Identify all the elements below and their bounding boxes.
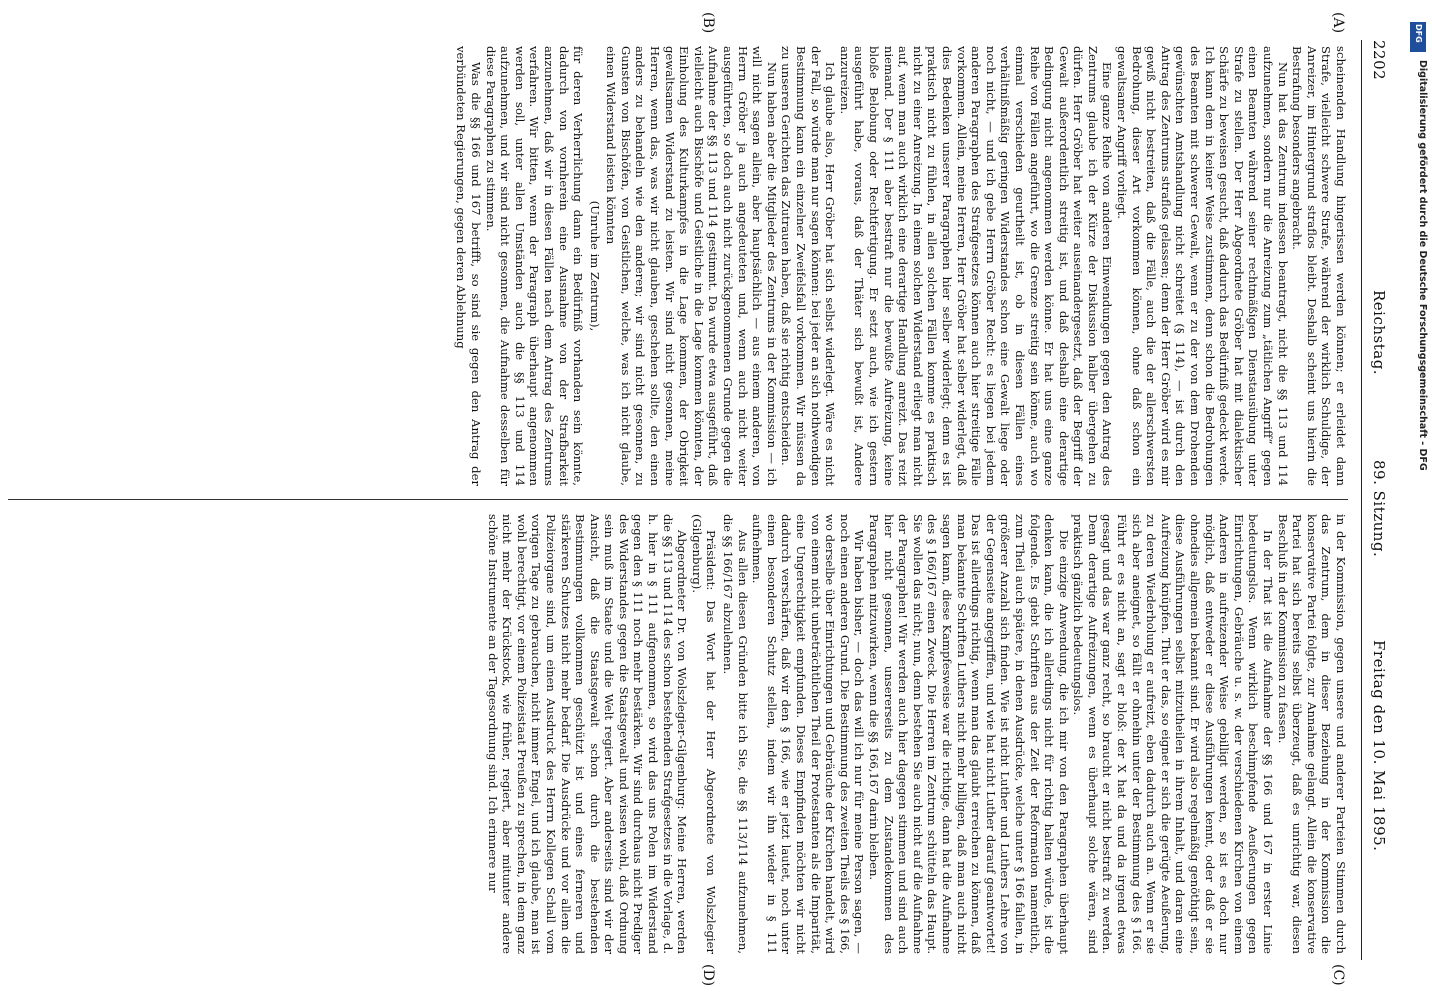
paragraph: Nun haben aber die Mitglieder des Zentrums in der Kommission — ich will nicht sagen allein, aber hauptsächlich — aus einem anderen, von Herrn Gröber ja auch angedeuteten und, wenn auch nicht weiter ausgeführten, so doch auch nicht zurückgenommenen Grunde gegen die Aufnahme der §§ 113 und 114 gestimmt. Da wurde etwa ausgeführt, daß vielleicht auch Bischöfe und Geistliche in die Lage kommen könnten, der Einholung des Kulturkampfes in die Lage kommen, der Obrigkeit gewaltsamen Widerstand zu leisten. Wir sind nicht gesonnen, meine Herren, wenn das, was wir nicht glauben, geschehen sollte, den einen anders zu behandeln wie den anderen; wir sind nicht gesonnen, zu Gunsten von Bischöfen, von Geistlichen, welche, was ich nicht glaube, einen Widerstand leisten könnten [604,46,779,486]
paragraph: Aus allen diesen Gründen bitte ich Sie, die §§ 113/114 aufzunehmen, die §§ 166/167 abzulehnen. [721,514,750,954]
margin-marker-b: (B) [700,12,716,34]
credit-text: Digitalisierung gefördert durch die Deutsche Forschungsgemeinschaft - DFG [1417,60,1428,471]
dfg-logo-text: DFG [1414,24,1423,43]
digitization-credit [1410,60,1430,620]
header-session: 89. Sitzung. [1370,460,1388,558]
paragraph: (Unruhe im Zentrum), [587,200,602,332]
paragraph: Eine ganze Reihe von anderen Einwendungen gegen den Antrag des Zentrums glaube ich der Kürze der Diskussion halber übergehen zu dürfen. Herr Gröber hat weiter auseinandergesetzt, daß der Begriff der Gewalt außerordentlich streitig ist, und daß deshalb eine derartige Bedingung nicht angenommen werden könne. Er hat uns eine ganze Reihe von Fällen angeführt, wo die Grenze streitig sein könne, auch wo einmal verschieden geurtheilt ist, ob in diesen Fällen eines verhältnißmäßig geringen Widerstandes schon eine Gewalt liege oder noch nicht, — und ich gebe Herrn Gröber Recht: es liegen bei jedem anderen Paragraphen des Strafgesetzes können auch hier streitige Fälle vorkommen. Allein, meine Herren, Herr Gröber hat selber widerlegt, daß dies Bedenken unserer Paragraphen hier selber widerlegt; denn es ist praktisch nicht zu fühlen, in allen solchen Fällen komme es praktisch nicht zu einer Anreizung. In einem solchen Widerstand erliegt man nicht auf, wenn man auch wirklich eine derartige Handlung anreizt. Das reizt niemand. Der § 111 aber bestraft nur die bewußte Aufreizung, keine bloße Belobung oder Rechtfertigung. Er setzt auch, wie ich gestern ausgeführt habe, voraus, daß der Thäter sich bewußt ist, Andere anzureizen. [837,46,1115,486]
left-text-column [454,46,1348,486]
margin-marker-a: (A) [1330,12,1346,34]
dfg-logo [1410,22,1426,52]
margin-marker-d: (D) [700,964,716,987]
header-date: Freitag den 10. Mai 1895. [1370,640,1388,852]
running-header [1361,40,1392,960]
paragraph: Die einzige Anwendung, die ich mir von den Paragraphen überhaupt denken kann, die ich allerdings nicht für richtig halten würde, ist die folgende. Es giebt Schriften aus der Zeit der Reformation namentlich, zum Theil auch spätere, in denen Ausdrücke, welche unter § 166 fallen, in größerer Anzahl sich finden. Wie ist nicht Luther und Luthers Lehre von der Gegenseite angegriffen, und wie hat nicht Luther darauf geantwortet! Das ist allerdings richtig, wenn man das glaubt erreichen zu können, daß man bekannte Schriften Luthers nicht mehr billigen, daß man auch nicht sagen kann, diese Kampfesweise war die richtige, dann hat die Aufnahme des § 166/167 einen Zweck. Die Herren im Zentrum schütteln das Haupt. Sie wollen das nicht; nun, denn bestehen Sie auch nicht auf die Aufnahme der Paragraphen! Wir werden auch hier dagegen stimmen und sind auch hier nicht gesonnen, unsererseits zu dem Zustandekommen des Paragraphen mitzuwirken, wenn die §§ 166,167 darin bleiben. [867,514,1071,954]
paragraph: Was die §§ 166 und 167 betrifft, so sind sie gegen den Antrag der verbündeten Regierungen, gegen deren Ablehnung [454,46,483,486]
right-text-column [485,514,1348,954]
header-body-name: Reichstag. [1370,290,1388,376]
column-divider [8,499,1348,500]
paragraph: für deren Verherrlichung dann ein Bedürfniß vorhanden sein könnte, dadurch von vornherein eine Ausnahme von der Strafbarkeit anzunehmen, daß wir in diesen Fällen nach dem Antrag des Zentrums verfahren. Wir bitten, wenn der Paragraph überhaupt angenommen werden soll, unter allen Umständen auch die §§ 113 und 114 aufzunehmen, und wir sind nicht gesonnen, die Aufnahme desselben für diese Paragraphen zu stimmen. [483,46,586,486]
paragraph: Wir haben bisher, — doch das will ich nur für meine Person sagen, — noch einen anderen Grund. Die Bestimmung des zweiten Theils des § 166, wo derselbe über Einrichtungen und Gebräuche der Kirchen handelt, wird von einem nicht unbeträchtlichen Theil der Protestanten als die Imparität, eine Ungerechtigkeit empfunden. Dieses Empfinden möchten wir nicht dadurch verschärfen, daß wir den § 166, wie er jetzt lautet, noch unter einen besonderen Schutz stellen, indem wir ihn wieder in § 111 aufnehmen. [750,514,867,954]
paragraph: Präsident: Das Wort hat der Herr Abgeordnete von Wolszlegier (Gilgenburg). [689,514,719,954]
paragraph: scheinenden Handlung hingerissen werden können; er erleidet dann Strafe, vielleicht schwere Strafe, während der wirklich Schuldige, der Anreizer, im Hintergrund straflos bleibt. Deshalb scheint uns hierin die Bestrafung besonders angebracht. [1290,46,1348,486]
paragraph: Nun hat das Zentrum indessen beantragt, nicht die §§ 113 und 114 aufzunehmen, sondern nur die Anreizung zum „tätlichen Angriff“ gegen einen Beamten während seiner rechtmäßigen Dienstausübung unter Strafe zu stellen. Der Herr Abgeordnete Gröber hat mit dialektischer Schärfe zu beweisen gesucht, daß dadurch das Bedürfniß gedeckt werde. Ich kann dem in keiner Weise zustimmen, denn schon die Bedrohungen des Beamten mit schwerer Gewalt, wenn er zu der von dem Drohenden gewünschten Amtshandlung nicht schreitet (§ 114), — ist durch den Antrag des Zentrums straflos gelassen; denn der Herr Gröber wird es mir gewiß nicht bestreiten, daß die Fälle, auch die der allerschwersten Bedrohung, dieser Art vorkommen können, ohne daß schon ein gewaltsamer Angriff vorliegt. [1115,46,1290,486]
page-number: 2202 [1370,40,1388,81]
margin-marker-c: (C) [1330,964,1346,986]
paragraph: In der That ist die Aufnahme der §§ 166 und 167 in erster Linie bedeutungslos. Wenn wirklich beschimpfende Aeußerungen gegen Einrichtungen, Gebräuche u. s. w. der verschiedenen Kirchen von einem Anderen in aufreizender Weise gebilligt werden, so ist es doch nur möglich, daß entweder er diese Ausführungen kennt, oder daß er sie ohnedies allgemein bekannt sind. Er wird also regelmäßig genöthigt sein, diese Ausführungen selbst mitzutheilen in ihrem Inhalt, und daran eine Aufreizung knüpfen. Thut er das, so eignet er sich die gerügte Aeußerung, zu deren Wiederholung er aufreizt, eben dadurch auch an. Wenn er sie sich aber aneignet, so fällt er ohnehin unter der Bestimmung des § 166. Führt er es nicht an, sagt er bloß: der X hat da und da irgend etwas gesagt und das war ganz recht, so braucht er nicht bestraft zu werden. Denn derartige Aufreizungen, wenn es überhaupt solche wären, sind praktisch gänzlich bedeutungslos. [1071,514,1276,954]
paragraph: Abgeordneter Dr. von Wolszlegier-Gilgenburg: Meine Herren, werden die §§ 113 und 114 des schon bestehenden Strafgesetzes in die Vorlage, d. h. hier in § 111 aufgenommen, so wird das uns Polen im Widerstand gegen den § 111 noch mehr bestärken. Wir sind durchaus nicht Prediger des Widerstandes gegen die Staatsgewalt und wissen wohl, daß Ordnung sein muß im Staate und die Welt regiert. Aber anderseits sind wir der Ansicht, daß die Staatsgewalt schon durch die bestehenden Bestimmungen vollkommen geschützt ist und eines ferneren und stärkeren Schutzes nicht mehr bedarf. Die Ausdrücke und vor allem die Polizeiorgane sind, um einen Ausdruck des Herrn Kollegen Schall vom vorigen Tage zu gebrauchen, nicht immer Engel, und ich glaube, man ist wohl berechtigt, vor einem Polizeistaat Preußen zu sprechen, in dem ganz nicht mehr der Krückstock, wie früher, regiert, aber mitunter andere schöne Instrumente an der Tagesordnung sind. Ich erinnere nur [485,514,690,954]
paragraph: Ich glaube also, Herr Gröber hat sich selbst widerlegt. Wäre es nicht der Fall, so würde man nur sagen können: bei jeder an sich nothwendigen Bestimmung kann ein einzelner Zweifelsfall vorkommen. Wir müssen da zu unseren Gerichten das Zutrauen haben, daß sie richtig entscheiden. [779,46,838,486]
paragraph: in der Kommission, gegen unsere und anderer Parteien Stimmen durch das Zentrum, dem in dieser Beziehung in der Kommission die konservative Partei folgte, zur Annahme gelangt. Allein die konservative Partei hat sich bereits selbst überzeugt, daß es unrichtig war, diesen Beschluß in der Kommission zu fassen. [1275,514,1348,954]
